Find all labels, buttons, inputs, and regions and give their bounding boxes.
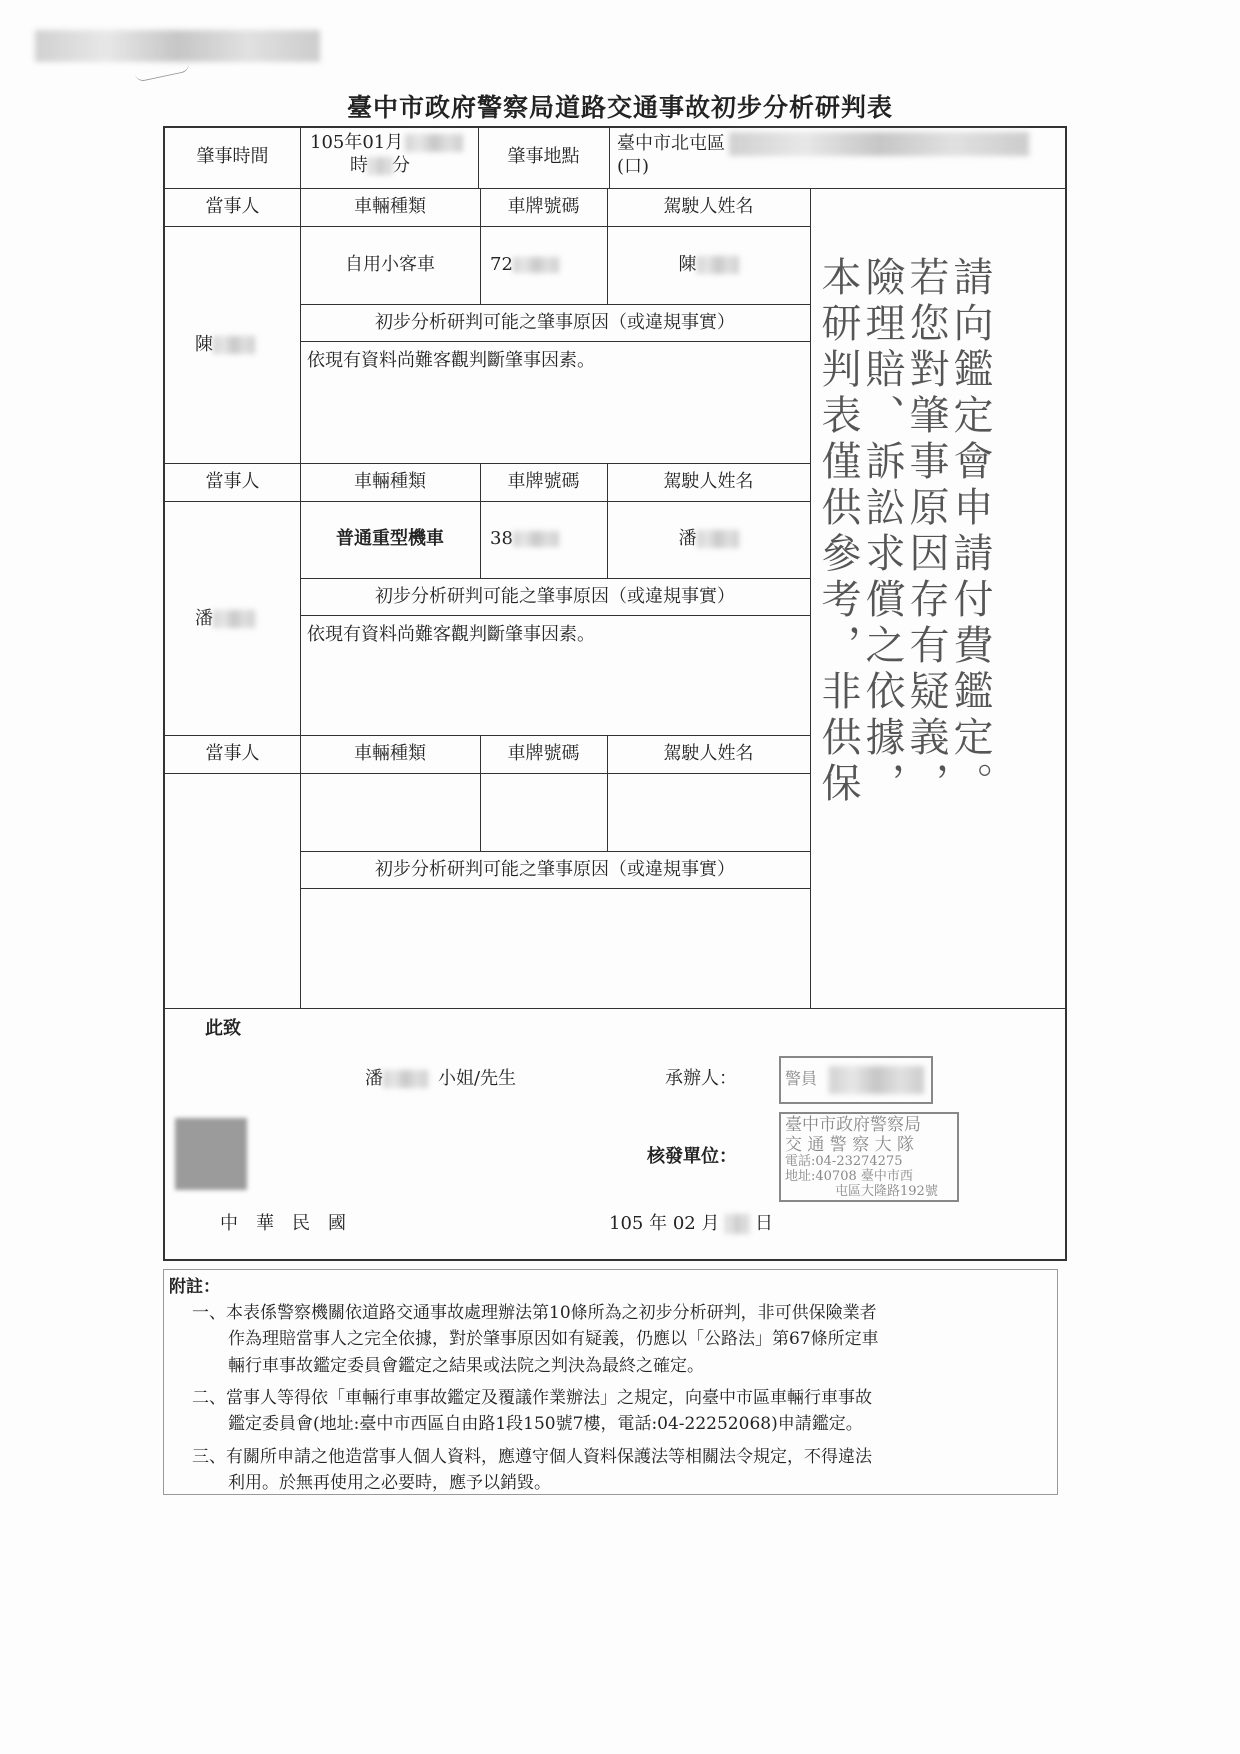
incident-time-value [310, 132, 470, 177]
redacted-seal [175, 1118, 247, 1190]
issuer-stamp [779, 1112, 959, 1202]
incident-time-line1: 105年01月 [310, 132, 404, 153]
recipient-name: 潘 [365, 1068, 383, 1089]
party2-header-party: 當事人 [205, 471, 260, 492]
greeting: 此致 [205, 1018, 241, 1039]
recipient [365, 1068, 645, 1091]
party1-header-plate: 車牌號碼 [507, 196, 580, 217]
date-country: 中 華 民 國 [220, 1213, 346, 1234]
note2-line1: 二、當事人等得依「車輛行車事故鑑定及覆議作業辦法」之規定，向臺中市區車輛行車事故 [192, 1388, 872, 1409]
party3-header-driver: 駕駛人姓名 [663, 743, 754, 764]
party2-driver-text: 潘 [678, 528, 697, 549]
side-notice-col2: 若您對肇事原因存有疑義， [903, 256, 949, 808]
redacted-name [213, 336, 255, 354]
party1-header-vehicle: 車輛種類 [354, 196, 426, 217]
note1-line2: 作為理賠當事人之完全依據，對於肇事原因如有疑義，仍應以「公路法」第67條所定車 [228, 1329, 879, 1350]
party2-header-vehicle: 車輛種類 [354, 471, 426, 492]
issuer-stamp-line1: 臺中市政府警察局 [785, 1115, 921, 1135]
note3-line1: 三、有關所申請之他造當事人個人資料，應遵守個人資料保護法等相關法令規定，不得違法 [192, 1446, 872, 1467]
party2-name [195, 608, 295, 631]
party1-vehicle-type: 自用小客車 [345, 254, 435, 275]
notes-box [163, 1269, 1058, 1495]
handler-stamp-text: 警員 [785, 1069, 818, 1088]
party2-plate [490, 528, 600, 551]
party1-driver [607, 254, 810, 277]
redacted-driver [697, 530, 739, 548]
redacted-plate [513, 257, 559, 273]
side-notice-col4: 本研判表僅供參考，非供保 [815, 256, 861, 808]
redacted-plate [513, 531, 559, 547]
party2-driver [607, 528, 810, 551]
date-year-unit: 年 [649, 1213, 668, 1234]
notes-heading: 附註： [169, 1277, 220, 1297]
party1-cause-header: 初步分析研判可能之肇事原因（或違規事實） [375, 312, 735, 333]
date [609, 1213, 889, 1236]
party2-cause: 依現有資料尚難客觀判斷肇事因素。 [307, 624, 595, 645]
pen-mark [135, 62, 191, 82]
note1-line3: 輛行車事故鑑定委員會鑑定之結果或法院之判決為最終之確定。 [228, 1355, 704, 1376]
redacted-header-block [35, 30, 320, 62]
party2-plate-text: 38 [490, 528, 513, 549]
party1-plate [490, 254, 600, 277]
party3-header-vehicle: 車輛種類 [354, 743, 426, 764]
party1-plate-text: 72 [490, 254, 513, 275]
redacted-recipient [383, 1070, 428, 1088]
incident-place-value [617, 132, 1057, 179]
issuer-stamp-line5: 屯區大隆路192號 [835, 1183, 938, 1199]
party2-vehicle-type: 普通重型機車 [336, 528, 444, 549]
party1-name-text: 陳 [195, 334, 213, 355]
date-month: 02 [672, 1213, 696, 1234]
party2-name-text: 潘 [195, 608, 213, 629]
date-month-unit: 月 [701, 1213, 720, 1234]
issuer-stamp-line4: 地址:40708 臺中市西 [785, 1169, 913, 1185]
handler-stamp [779, 1056, 933, 1104]
incident-time-label: 肇事時間 [196, 146, 269, 167]
issuer-label: 核發單位： [647, 1146, 737, 1167]
redacted-address [729, 132, 1029, 156]
redacted-day [405, 134, 463, 152]
party2-header-plate: 車牌號碼 [507, 471, 580, 492]
handler-label: 承辦人： [665, 1068, 737, 1089]
party1-name [195, 334, 295, 357]
redacted-minute [368, 157, 392, 175]
party1-header-driver: 駕駛人姓名 [663, 196, 754, 217]
side-notice-col1: 請向鑑定會申請付費鑑定。 [947, 256, 993, 808]
recipient-title: 小姐/先生 [438, 1068, 517, 1089]
note2-line2: 鑑定委員會(地址:臺中市西區自由路1段150號7樓，電話:04-22252068)申請鑑定。 [228, 1414, 863, 1435]
party1-driver-text: 陳 [678, 254, 697, 275]
party1-cause: 依現有資料尚難客觀判斷肇事因素。 [307, 350, 595, 371]
note1-line1: 一、本表係警察機關依道路交通事故處理辦法第10條所為之初步分析研判，非可供保險業者 [192, 1303, 877, 1323]
party2-cause-header: 初步分析研判可能之肇事原因（或違規事實） [375, 586, 735, 607]
party2-header-driver: 駕駛人姓名 [663, 471, 754, 492]
redacted-handler [829, 1066, 924, 1094]
issuer-stamp-line2: 交 通 警 察 大 隊 [785, 1134, 915, 1155]
incident-time-minute: 分 [392, 154, 410, 176]
party3-header-plate: 車牌號碼 [507, 743, 580, 764]
note3-line2: 利用。於無再使用之必要時，應予以銷毀。 [228, 1473, 551, 1494]
redacted-date-day [725, 1214, 749, 1234]
incident-time-hour: 時 [350, 154, 368, 176]
incident-place-line1: 臺中市北屯區 [617, 133, 725, 154]
date-year: 105 [609, 1213, 644, 1234]
form-frame [163, 126, 1067, 1261]
date-day-unit: 日 [754, 1213, 773, 1234]
side-notice-col3: 險理賠、訴訟求償之依據， [859, 256, 905, 808]
redacted-name [213, 610, 255, 628]
party3-header-party: 當事人 [205, 743, 260, 764]
issuer-stamp-line3: 電話:04-23274275 [785, 1154, 903, 1170]
party1-header-party: 當事人 [205, 196, 260, 217]
redacted-driver [697, 256, 739, 274]
incident-place-line2: (口) [617, 156, 650, 177]
party3-cause-header: 初步分析研判可能之肇事原因（或違規事實） [375, 859, 735, 880]
page-title: 臺中市政府警察局道路交通事故初步分析研判表 [346, 93, 893, 122]
incident-place-label: 肇事地點 [507, 146, 580, 167]
